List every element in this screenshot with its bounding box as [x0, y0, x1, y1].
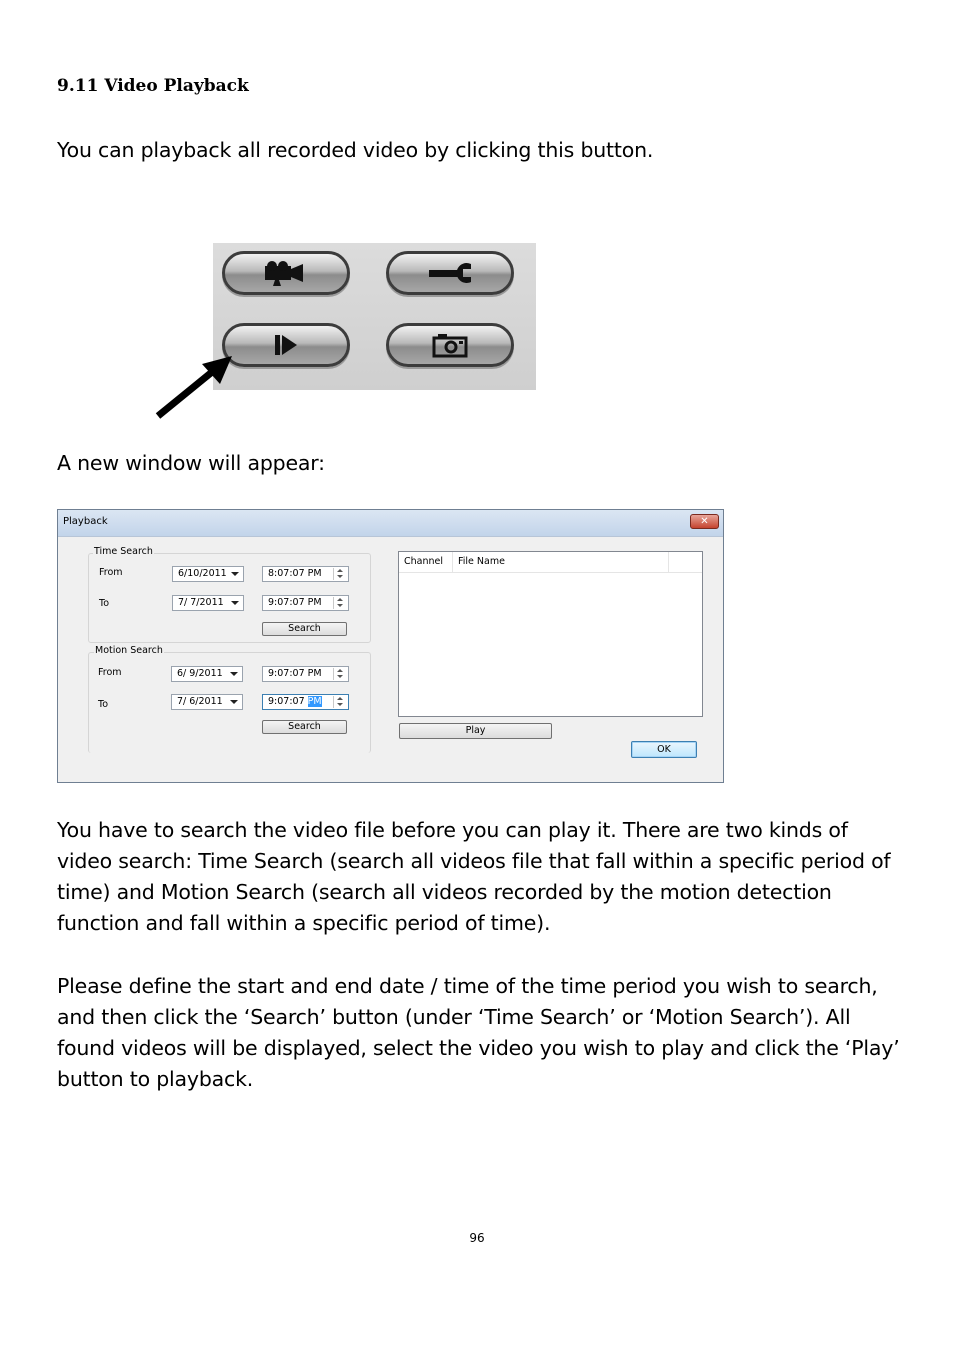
spinner-icon[interactable] [333, 696, 347, 708]
dialog-title: Playback [63, 516, 108, 527]
motion-to-time-selected[interactable]: PM [307, 696, 322, 707]
motion-to-label: To [98, 699, 109, 710]
chevron-down-icon[interactable] [230, 700, 238, 704]
spinner-icon[interactable] [333, 668, 347, 680]
section-heading: 9.11 Video Playback [57, 76, 249, 96]
search-explanation: You have to search the video file before you can play it. There are two kinds of video search: Time Search (search all videos file that fall within a specific period of time) and Motion Search (search all videos recorded by the motion detection function and fall within a specific period of time). [57, 818, 891, 935]
play-icon [271, 332, 301, 358]
motion-from-date[interactable] [171, 666, 243, 682]
time-to-label: To [99, 598, 110, 609]
video-camera-icon [261, 260, 311, 286]
motion-from-label: From [98, 667, 122, 678]
time-from-time[interactable] [262, 566, 349, 582]
button-panel-figure [213, 243, 536, 390]
time-to-time[interactable] [262, 595, 349, 611]
chevron-down-icon[interactable] [231, 601, 239, 605]
camera-icon [430, 332, 470, 358]
chevron-down-icon[interactable] [230, 672, 238, 676]
time-to-date[interactable] [172, 595, 244, 611]
record-button[interactable] [222, 251, 350, 295]
dialog-body [58, 536, 723, 782]
motion-search-button[interactable]: Search [262, 720, 347, 734]
column-file-name[interactable]: File Name [453, 552, 669, 572]
spinner-icon[interactable] [333, 597, 347, 609]
time-from-label: From [99, 567, 123, 578]
spinner-icon[interactable] [333, 568, 347, 580]
file-list[interactable] [398, 551, 703, 717]
intro-text: You can playback all recorded video by clicking this button. [57, 138, 654, 162]
playback-dialog [57, 509, 724, 783]
playback-button[interactable] [222, 323, 350, 367]
motion-from-date-value: 6/ 9/2011 [177, 668, 223, 679]
time-to-date-value: 7/ 7/2011 [178, 597, 224, 608]
snapshot-button[interactable] [386, 323, 514, 367]
motion-from-time[interactable] [262, 666, 349, 682]
dialog-titlebar [58, 510, 723, 536]
time-to-time-value: 9:07:07 PM [268, 597, 322, 608]
search-instructions: Please define the start and end date / time of the time period you wish to search, and then click the ‘Search’ button (under ‘Time Search’ or ‘Motion Search’). All found videos will be displayed, select the video you wish to play and click the ‘Play’ button to playback. [57, 974, 900, 1091]
time-search-label: Time Search [94, 546, 153, 557]
time-from-date-value: 6/10/2011 [178, 568, 227, 579]
motion-to-time-value: 9:07:07 [268, 696, 305, 707]
motion-to-time[interactable] [262, 694, 349, 710]
time-from-date[interactable] [172, 566, 244, 582]
wrench-icon [425, 260, 475, 286]
new-window-text: A new window will appear: [57, 451, 325, 475]
file-list-header [399, 552, 702, 573]
chevron-down-icon[interactable] [231, 572, 239, 576]
pointer-arrow [150, 350, 240, 422]
column-channel[interactable]: Channel [399, 552, 453, 572]
settings-button[interactable] [386, 251, 514, 295]
page-number: 96 [469, 1231, 485, 1245]
time-search-button[interactable]: Search [262, 622, 347, 636]
ok-button[interactable]: OK [631, 741, 697, 758]
close-icon: ✕ [700, 516, 709, 527]
motion-from-time-value: 9:07:07 PM [268, 668, 322, 679]
motion-search-label: Motion Search [95, 645, 163, 656]
close-button[interactable] [690, 514, 719, 529]
play-button[interactable]: Play [399, 723, 552, 739]
time-from-time-value: 8:07:07 PM [268, 568, 322, 579]
motion-to-date[interactable] [171, 694, 243, 710]
motion-to-date-value: 7/ 6/2011 [177, 696, 223, 707]
